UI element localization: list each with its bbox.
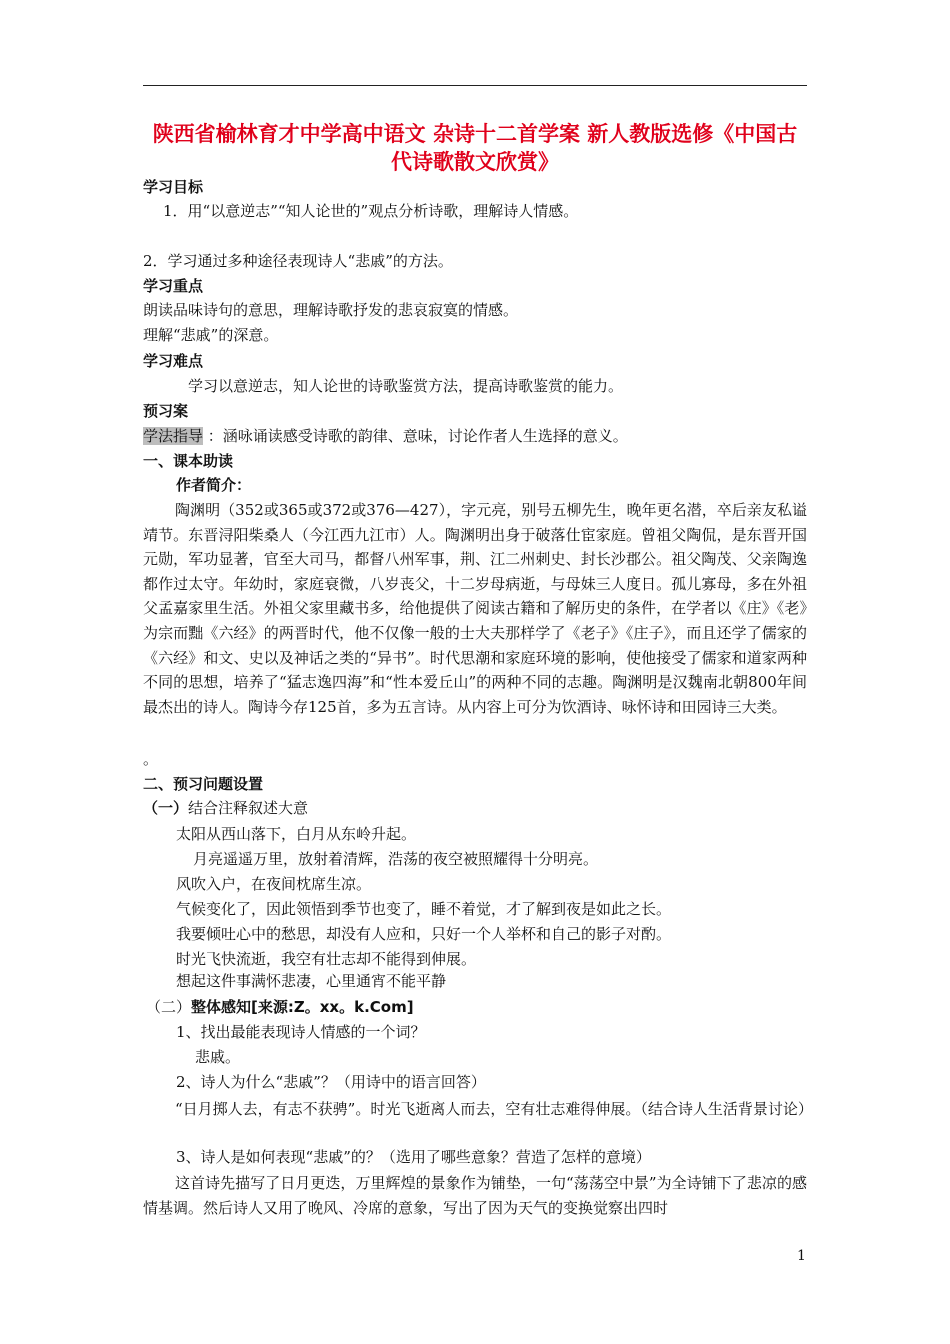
sub1-heading: （一） <box>143 799 189 817</box>
meaning-line-1: 太阳从西山落下，白月从东岭升起。 <box>176 825 417 843</box>
meaning-line-5: 我要倾吐心中的愁思，却没有人应和，只好一个人举杯和自己的影子对酌。 <box>176 925 672 943</box>
answer-2 <box>143 1097 813 1122</box>
meaning-line-6: 时光飞快流逝，我空有壮志却不能得到伸展。 <box>176 950 477 968</box>
method-label: 学法指导 <box>143 427 204 445</box>
sub2-heading: 整体感知[来源:Z。xx。k.Com] <box>191 998 414 1016</box>
goal-2: 2．学习通过多种途径表现诗人“悲戚”的方法。 <box>143 252 453 270</box>
question-1: 1、找出最能表现诗人情感的一个词？ <box>176 1023 426 1041</box>
difficulty-heading: 学习难点 <box>143 352 204 370</box>
question-3: 3、诗人是如何表现“悲戚”的？（选用了哪些意象？营造了怎样的意境） <box>176 1148 651 1166</box>
answer-2-text: “日月掷人去，有志不获骋”。时光飞逝离人而去，空有壮志难得伸展。（结合诗人生活背景讨论） <box>175 1100 813 1118</box>
answer-3-text: 这首诗先描写了日月更迭，万里辉煌的景象作为铺垫，一句“荡荡空中景”为全诗铺下了悲凉的感情基调。然后诗人又用了晚风、冷席的意象，写出了因为天气的变换觉察出四时 <box>143 1174 807 1217</box>
goal-1: 1．用“以意逆志”“知人论世的”观点分析诗歌，理解诗人情感。 <box>163 202 579 220</box>
sub1-line <box>143 797 308 819</box>
method-text: ：涵咏诵读感受诗歌的韵律、意味，讨论作者人生选择的意义。 <box>203 427 628 445</box>
sub1-text: 结合注释叙述大意 <box>188 799 309 817</box>
meaning-line-3: 风吹入户，在夜间枕席生凉。 <box>176 875 372 893</box>
document-title: 陕西省榆林育才中学高中语文 杂诗十二首学案 新人教版选修《中国古代诗歌散文欣赏》 <box>152 122 798 174</box>
meaning-line-7: 想起这件事满怀悲凄，心里通宵不能平静 <box>176 972 447 990</box>
author-heading: 作者简介： <box>176 476 252 494</box>
answer-3 <box>143 1171 807 1220</box>
method-line <box>143 425 628 447</box>
difficulty-1: 学习以意逆志，知人论世的诗歌鉴赏方法，提高诗歌鉴赏的能力。 <box>188 377 624 395</box>
meaning-line-2: 月亮遥遥万里，放射着清辉，浩荡的夜空被照耀得十分明亮。 <box>193 850 599 868</box>
part2-heading: 二、预习问题设置 <box>143 775 264 793</box>
page-number: 1 <box>797 1248 806 1264</box>
meaning-line-4: 气候变化了，因此领悟到季节也变了，睡不着觉，才了解到夜是如此之长。 <box>176 900 672 918</box>
author-bio <box>143 498 807 719</box>
sub2-line <box>146 996 414 1018</box>
author-bio-text: 陶渊明（352或365或372或376—427），字元亮，别号五柳先生，晚年更名潜，卒后亲友私谥靖节。东晋浔阳柴桑人（今江西九江市）人。陶渊明出身于破落仕宦家庭。曾祖父陶侃，是东晋开国元勋，军功显著，官至大司马，都督八州军事，荆、江二州刺史、封长沙郡公。祖父陶茂、父亲陶逸都作过太守。年幼时，家庭衰微，八岁丧父，十二岁母病逝，与母妹三人度日。孤儿寡母，多在外祖父孟嘉家里生活。外祖父家里藏书多，给他提供了阅读古籍和了解历史的条件，在学者以《庄》《老》为宗而黜《六经》的两晋时代，他不仅像一般的士大夫那样学了《老子》《庄子》，而且还学了儒家的《六经》和文、史以及神话之类的“异书”。时代思潮和家庭环境的影响，使他接受了儒家和道家两种不同的思想，培养了“猛志逸四海”和“性本爱丘山”的两种不同的志趣。陶渊明是汉魏南北朝800年间最杰出的诗人。陶诗今存125首，多为五言诗。从内容上可分为饮酒诗、咏怀诗和田园诗三大类。 <box>143 501 807 716</box>
header-rule <box>143 85 807 86</box>
stray-mark: 。 <box>143 750 159 768</box>
focus-heading: 学习重点 <box>143 277 204 295</box>
focus-2: 理解“悲戚”的深意。 <box>143 326 279 344</box>
answer-1: 悲戚。 <box>195 1048 241 1066</box>
goals-heading: 学习目标 <box>143 178 204 196</box>
sub2-prefix: （二） <box>146 998 192 1016</box>
focus-1: 朗读品味诗句的意思，理解诗歌抒发的悲哀寂寞的情感。 <box>143 301 519 319</box>
preview-heading: 预习案 <box>143 402 189 420</box>
question-2: 2、诗人为什么“悲戚”？（用诗中的语言回答） <box>176 1073 486 1091</box>
part1-heading: 一、课本助读 <box>143 452 234 470</box>
